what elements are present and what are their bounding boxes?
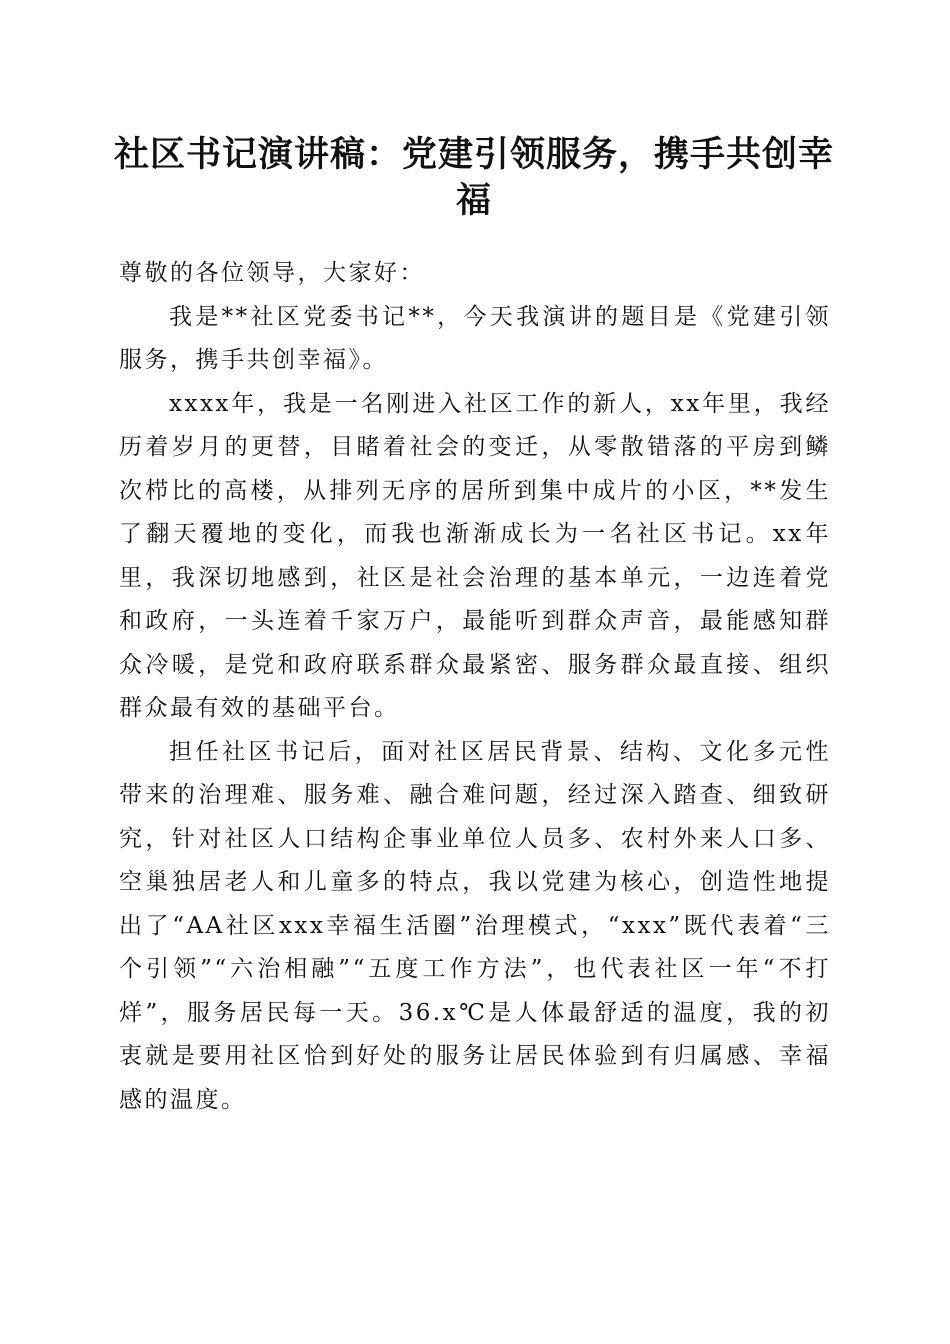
paragraph-intro: 我是**社区党委书记**，今天我演讲的题目是《党建引领服务，携手共创幸福》。 [119, 303, 831, 373]
document-title: 社区书记演讲稿：党建引领服务，携手共创幸福 [113, 135, 834, 221]
document-body [119, 252, 831, 1122]
salutation: 尊敬的各位领导，大家好： [119, 260, 425, 286]
paragraph-governance: 担任社区书记后，面对社区居民背景、结构、文化多元性带来的治理难、服务难、融合难问题，经过深入踏查、细致研究，针对社区人口结构企事业单位人员多、农村外来人口多、空巢独居老人和儿童多的特点，我以党建为核心，创造性地提出了“AA社区xxx幸福生活圈”治理模式，“xxx”既代表着“三个引领”“六治相融”“五度工作方法”，也代表社区一年“不打烊”，服务居民每一天。36.x℃是人体最舒适的温度，我的初衷就是要用社区恰到好处的服务让居民体验到有归属感、幸福感的温度。 [119, 738, 831, 1113]
paragraph-history: xxxx年，我是一名刚进入社区工作的新人，xx年里，我经历着岁月的更替，目睹着社会的变迁，从零散错落的平房到鳞次栉比的高楼，从排列无序的居所到集中成片的小区，**发生了翻天覆地的变化，而我也渐渐成长为一名社区书记。xx年里，我深切地感到，社区是社会治理的基本单元，一边连着党和政府，一头连着千家万户，最能听到群众声音，最能感知群众冷暖，是党和政府联系群众最紧密、服务群众最直接、组织群众最有效的基础平台。 [119, 390, 831, 721]
